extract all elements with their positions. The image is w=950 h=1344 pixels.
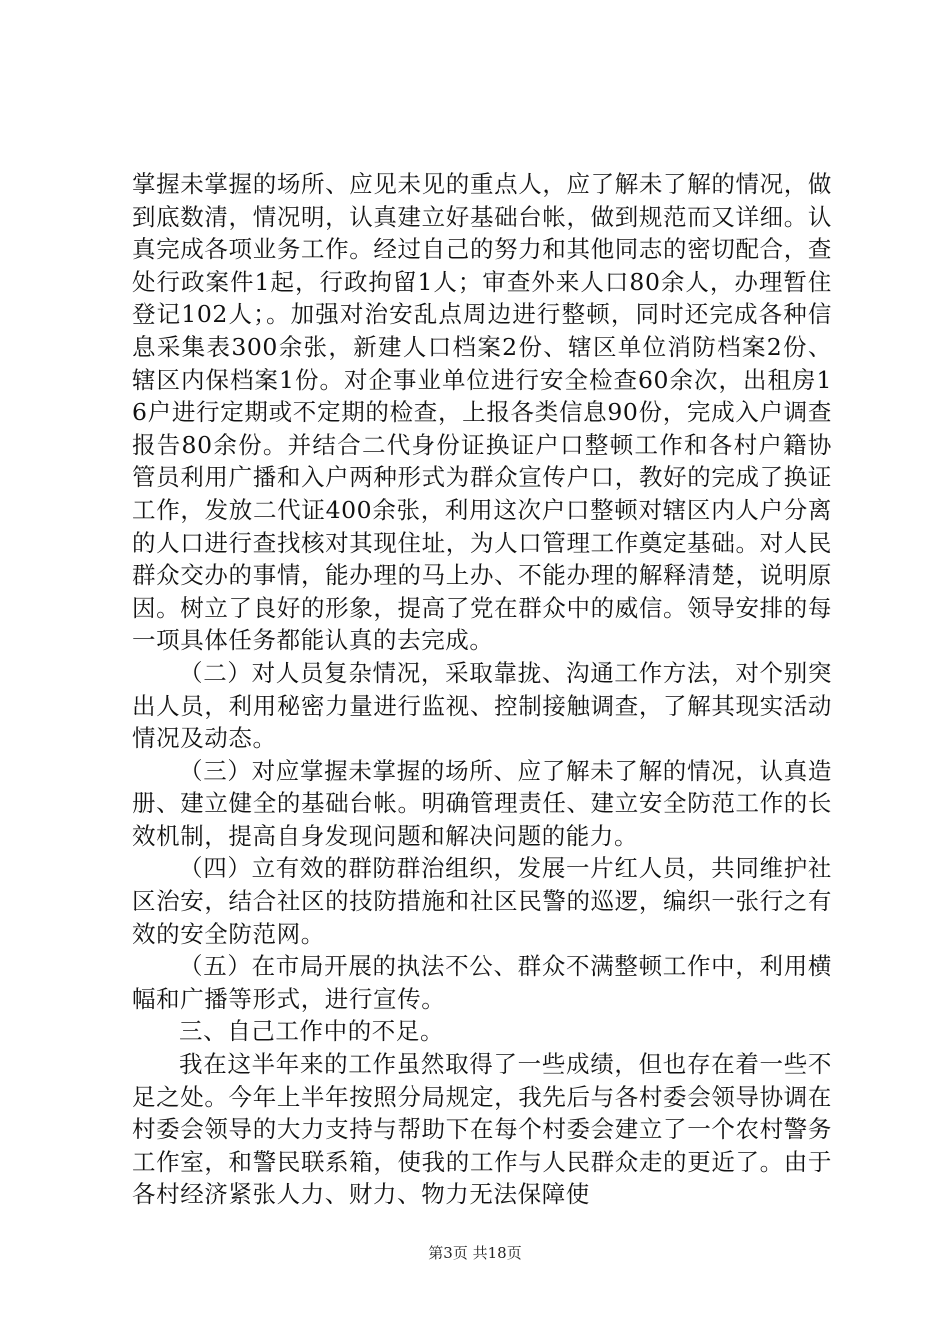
- document-body: [132, 168, 832, 1211]
- paragraph-5: （五）在市局开展的执法不公、群众不满整顿工作中，利用横幅和广播等形式，进行宣传。: [132, 952, 832, 1013]
- paragraph-7: 我在这半年来的工作虽然取得了一些成绩，但也存在着一些不足之处。今年上半年按照分局规定，我先后与各村委会领导协调在村委会领导的大力支持与帮助下在每个村委会建立了一个农村警务工作室，和警民联系箱，使我的工作与人民群众走的更近了。由于各村经济紧张人力、财力、物力无法保障使: [132, 1050, 832, 1209]
- section-heading: 三、自己工作中的不足。: [179, 1017, 445, 1046]
- page-number-footer: 第3页 共18页: [428, 1244, 522, 1262]
- paragraph-4: （四）立有效的群防群治组织，发展一片红人员，共同维护社区治安，结合社区的技防措施和社区民警的巡逻，编织一张行之有效的安全防范网。: [132, 854, 832, 948]
- paragraph-3: （三）对应掌握未掌握的场所、应了解未了解的情况，认真造册、建立健全的基础台帐。明确管理责任、建立安全防范工作的长效机制，提高自身发现问题和解决问题的能力。: [132, 756, 832, 850]
- paragraph-1: 掌握未掌握的场所、应见未见的重点人，应了解未了解的情况，做到底数清，情况明，认真建立好基础台帐，做到规范而又详细。认真完成各项业务工作。经过自己的努力和其他同志的密切配合，查处行政案件1起，行政拘留1人；审查外来人口80余人，办理暂住登记102人；。加强对治安乱点周边进行整顿，同时还完成各种信息采集表300余张，新建人口档案2份、辖区单位消防档案2份、辖区内保档案1份。对企事业单位进行安全检查60余次，出租房16户进行定期或不定期的检查，上报各类信息90份，完成入户调查报告80余份。并结合二代身份证换证户口整顿工作和各村户籍协管员利用广播和入户两种形式为群众宣传户口，教好的完成了换证工作，发放二代证400余张，利用这次户口整顿对辖区内人户分离的人口进行查找核对其现住址，为人口管理工作奠定基础。对人民群众交办的事情，能办理的马上办、不能办理的解释清楚，说明原因。树立了良好的形象，提高了党在群众中的威信。领导安排的每一项具体任务都能认真的去完成。: [132, 170, 832, 655]
- paragraph-2: （二）对人员复杂情况，采取靠拢、沟通工作方法，对个别突出人员，利用秘密力量进行监视、控制接触调查，了解其现实活动情况及动态。: [132, 658, 832, 753]
